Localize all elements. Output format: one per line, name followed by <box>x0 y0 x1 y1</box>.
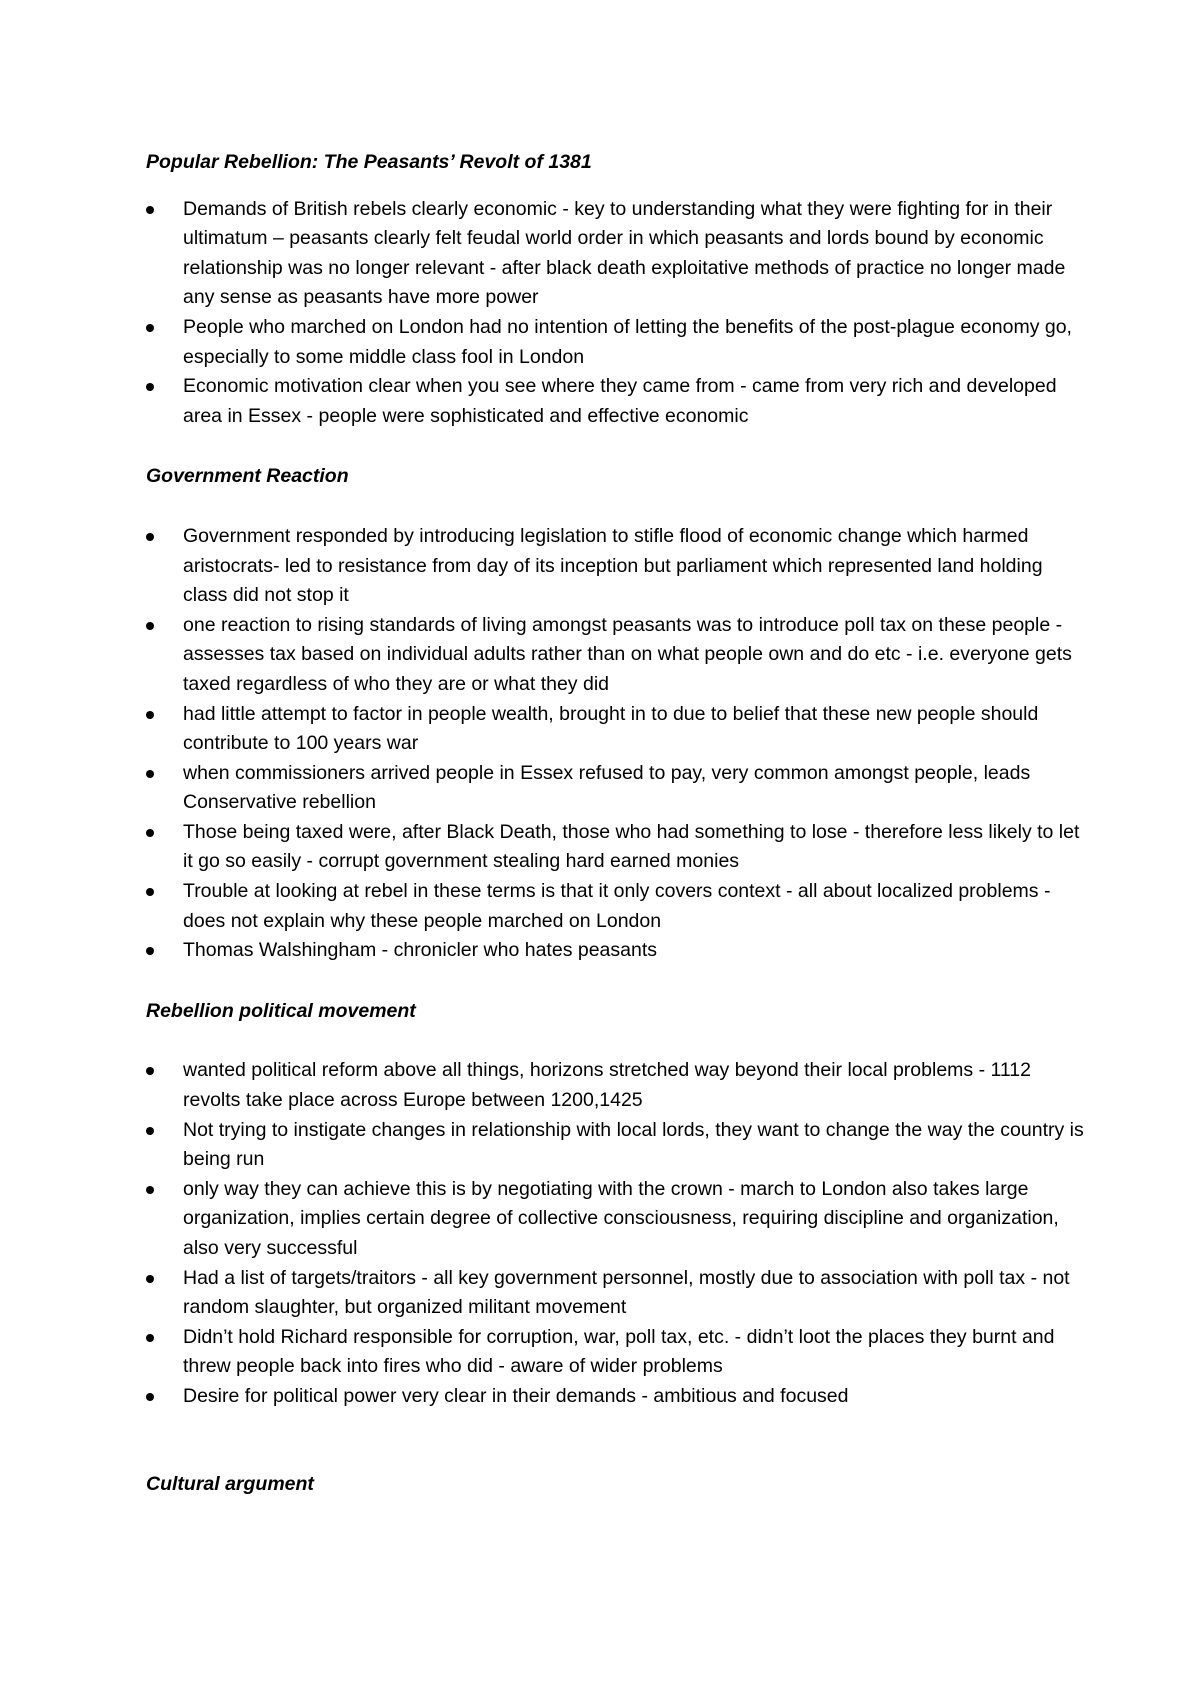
list-item <box>146 877 1086 936</box>
list-item <box>146 1264 1086 1323</box>
bullet-icon <box>146 383 154 391</box>
list-item-text: Those being taxed were, after Black Death, those who had something to lose - therefore less likely to let it go so easily - corrupt government stealing hard earned monies <box>183 820 1080 873</box>
bullet-icon <box>146 533 154 541</box>
list-item <box>146 611 1086 700</box>
section-government-reaction <box>146 462 1086 966</box>
list-item-text: Not trying to instigate changes in relationship with local lords, they want to change the way the country is being run <box>183 1118 1084 1171</box>
bullet-icon <box>146 770 154 778</box>
list-item <box>146 372 1086 431</box>
list-item-text: People who marched on London had no intention of letting the benefits of the post-plague economy go, especially to some middle class fool in London <box>183 315 1072 368</box>
list-item-text: wanted political reform above all things, horizons stretched way beyond their local problems - 1112 revolts take place across Europe between 1200,1425 <box>183 1059 1031 1112</box>
list-item <box>146 1175 1086 1264</box>
list-item-text: Economic motivation clear when you see where they came from - came from very rich and developed area in Essex - people were sophisticated and effective economic <box>183 375 1057 427</box>
section-rebellion-political-movement <box>146 997 1086 1412</box>
list-item-text: only way they can achieve this is by negotiating with the crown - march to London also takes large organization, implies certain degree of collective consciousness, requiring discipline and organization, also very successful <box>183 1177 1059 1259</box>
list-item-text: Government responded by introducing legislation to stifle flood of economic change which harmed aristocrats- led to resistance from day of its inception but parliament which represented land holding class did not stop it <box>183 524 1043 607</box>
bullet-icon <box>146 622 154 630</box>
section-heading: Cultural argument <box>146 1472 314 1495</box>
list-item-text: when commissioners arrived people in Essex refused to pay, very common amongst people, leads Conservative rebellion <box>183 761 1031 814</box>
section-cultural-argument <box>146 1470 1086 1500</box>
list-item <box>146 522 1086 611</box>
bullet-icon <box>146 1275 154 1283</box>
bullet-list <box>146 195 1086 432</box>
bullet-list <box>146 522 1086 966</box>
list-item-text: one reaction to rising standards of living amongst peasants was to introduce poll tax on these people - assesses tax based on individual adults rather than on what people own and do etc - i.e. everyone gets taxed regardless of who they are or what they did <box>183 613 1072 695</box>
bullet-list <box>146 1056 1086 1411</box>
bullet-icon <box>146 1067 154 1075</box>
bullet-icon <box>146 1393 154 1401</box>
list-item-text: Had a list of targets/traitors - all key government personnel, mostly due to association with poll tax - not random slaughter, but organized militant movement <box>183 1266 1070 1319</box>
bullet-icon <box>146 206 154 214</box>
list-item <box>146 1116 1086 1175</box>
list-item <box>146 818 1086 877</box>
bullet-icon <box>146 947 154 955</box>
list-item-text: Didn’t hold Richard responsible for corruption, war, poll tax, etc. - didn’t loot the places they burnt and threw people back into fires who did - aware of wider problems <box>183 1325 1055 1378</box>
bullet-icon <box>146 1127 154 1135</box>
list-item-text: had little attempt to factor in people wealth, brought in to due to belief that these new people should contribute to 100 years war <box>183 702 1039 755</box>
list-item <box>146 759 1086 818</box>
list-item <box>146 700 1086 759</box>
section-heading: Rebellion political movement <box>146 999 416 1022</box>
list-item <box>146 1056 1086 1115</box>
list-item <box>146 313 1086 372</box>
list-item-text: Demands of British rebels clearly economic - key to understanding what they were fighting for in their ultimatum – peasants clearly felt feudal world order in which peasants and lords bound by economic relationship was no longer relevant - after black death exploitative methods of practice no longer made any sense as peasants have more power <box>183 197 1066 309</box>
list-item <box>146 936 1086 966</box>
section-peasants-revolt <box>146 148 1086 431</box>
bullet-icon <box>146 711 154 719</box>
bullet-icon <box>146 829 154 837</box>
list-item <box>146 1382 1086 1412</box>
bullet-icon <box>146 888 154 896</box>
list-item <box>146 195 1086 313</box>
list-item-text: Thomas Walshingham - chronicler who hates peasants <box>183 939 657 962</box>
list-item-text: Desire for political power very clear in their demands - ambitious and focused <box>183 1384 849 1407</box>
bullet-icon <box>146 1334 154 1342</box>
list-item <box>146 1323 1086 1382</box>
section-heading: Government Reaction <box>146 465 349 488</box>
bullet-icon <box>146 324 154 332</box>
list-item-text: Trouble at looking at rebel in these terms is that it only covers context - all about localized problems - does not explain why these people marched on London <box>183 880 1051 932</box>
bullet-icon <box>146 1186 154 1194</box>
section-heading: Popular Rebellion: The Peasants’ Revolt of 1381 <box>146 151 592 173</box>
document-page <box>146 148 1086 1499</box>
